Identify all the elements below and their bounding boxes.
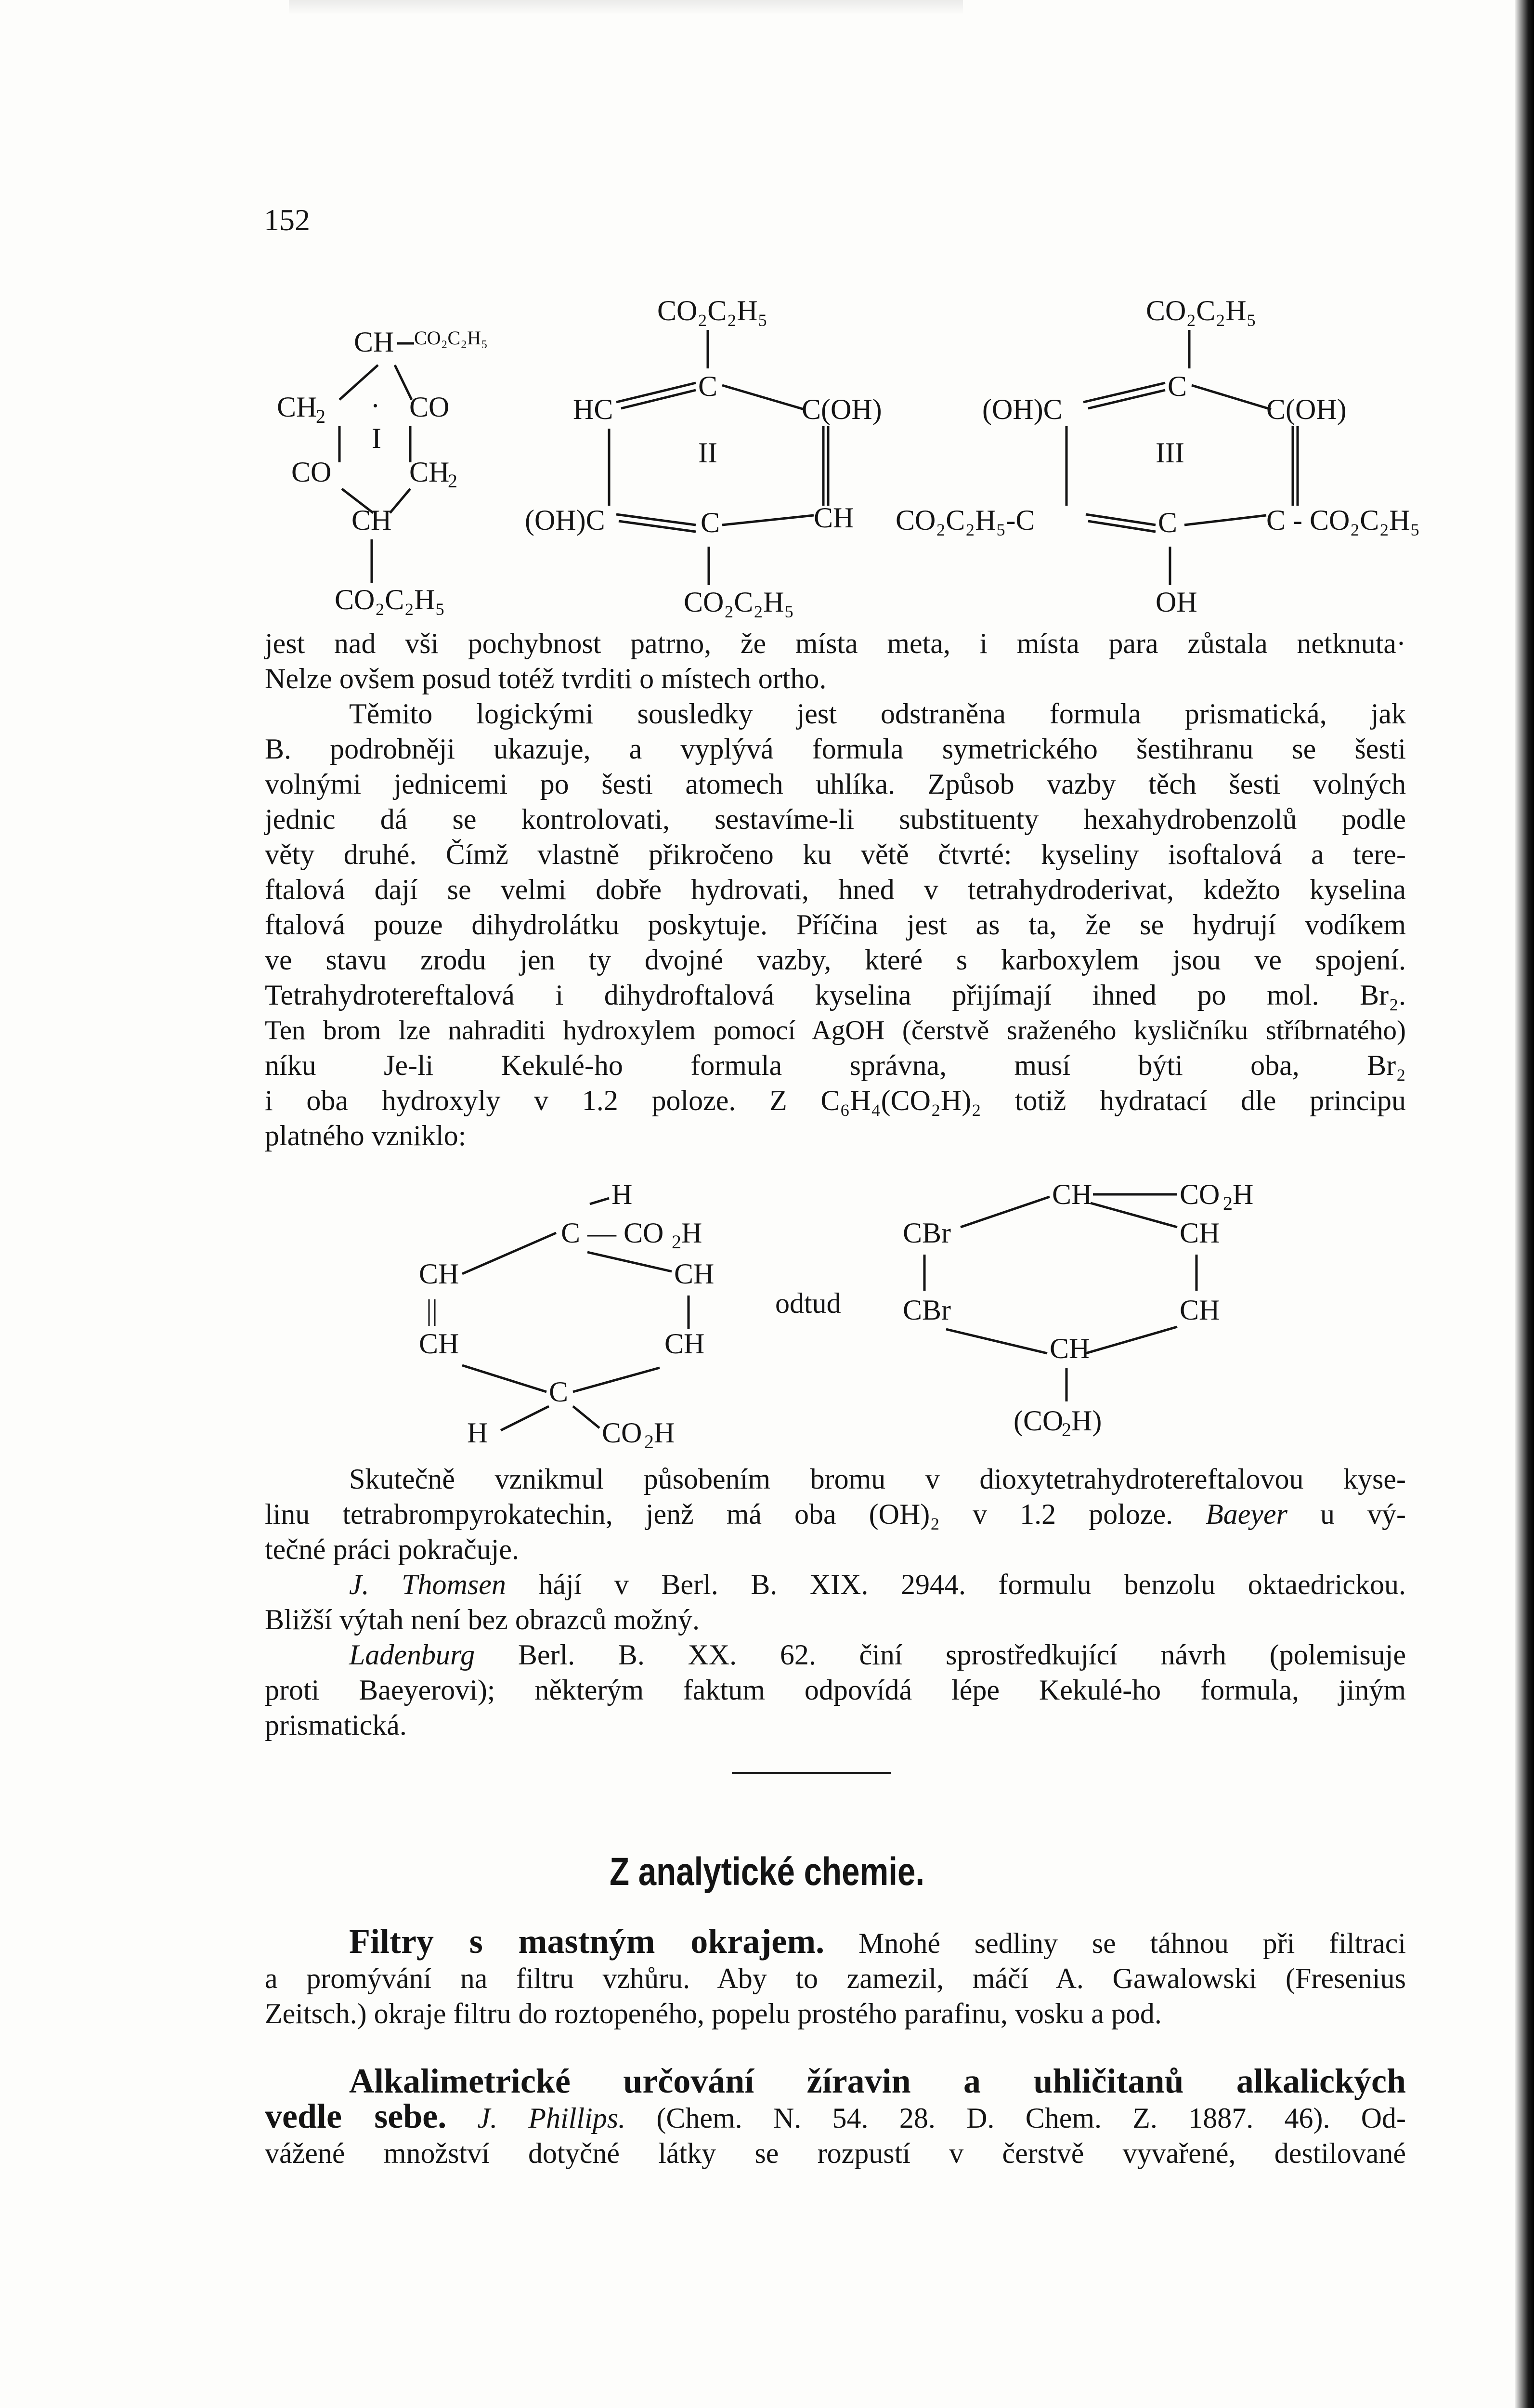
text-line: jest nad vši pochybnost patrno, že místa meta, i místa para zůstala netknuta· xyxy=(265,628,1406,659)
alkali-heading-line-2: vedle sebe. xyxy=(265,2097,447,2135)
scan-shadow-top xyxy=(289,0,963,14)
text-fragment: linu tetrabrompyrokatechin, jenž má oba (OH)₂ v 1.2 poloze. xyxy=(265,1498,1173,1530)
text-line: B. podrobněji ukazuje, a vyplývá formula symetrického šestihranu se šesti xyxy=(265,733,1406,765)
f2-coh: C(OH) xyxy=(802,393,882,425)
text-line: vážené množství dotyčné látky se rozpustí v čerstvě vyvařené, destilované xyxy=(265,2137,1406,2169)
text-line xyxy=(265,1048,1406,1083)
f2-c-bottom: C xyxy=(701,507,720,538)
f3-c-right: C - CO₂C₂H₅ xyxy=(1266,504,1420,536)
f1-sub-2b: 2 xyxy=(448,470,457,492)
formula-mid-right xyxy=(903,1175,1288,1445)
f2-ester-bottom: CO₂C₂H₅ xyxy=(684,586,794,618)
text-line: Bližší výtah není bez obrazců možný. xyxy=(265,1604,700,1636)
section-divider xyxy=(732,1772,891,1774)
mid-r-co2h-top: CO xyxy=(1180,1178,1220,1210)
middle-word-odtud: odtud xyxy=(775,1287,841,1319)
f2-ch: CH xyxy=(814,502,854,534)
text-line: jednic dá se kontrolovati, sestavíme-li substituenty hexahydrobenzolů podle xyxy=(265,803,1406,835)
f1-ch-top: CH xyxy=(354,326,394,358)
mid-r-ch-top: CH xyxy=(1052,1178,1092,1210)
mid-co2h-bottom: CO xyxy=(602,1417,642,1449)
mid-ch2-r1: CH xyxy=(674,1258,715,1290)
f1-ester-bottom: CO₂C₂H₅ xyxy=(335,584,445,615)
mid-r-ch-bottom: CH xyxy=(1050,1333,1090,1364)
mid-h-top: H xyxy=(611,1178,633,1210)
formula-mid-left xyxy=(419,1175,756,1464)
scan-edge-right xyxy=(1515,0,1534,2408)
f1-ch2-b: CH xyxy=(409,456,450,488)
formula-top-2 xyxy=(520,289,915,626)
text-line: proti Baeyerovi); některým faktum odpovídá lépe Kekulé-ho formula, jiným xyxy=(265,1674,1406,1706)
formula-top-3 xyxy=(896,289,1420,626)
text-line: platného vzniklo: xyxy=(265,1120,467,1152)
text-line: Ten brom lze nahraditi hydroxylem pomocí AgOH (čerstvě sraženého kysličníku stříbrnatého) xyxy=(265,1015,1406,1046)
mid-r-ch2-r1: CH xyxy=(1180,1217,1220,1249)
text-fragment: u vý- xyxy=(1320,1498,1406,1530)
mid-r-cbr-1: CBr xyxy=(903,1217,951,1249)
text-line xyxy=(265,2099,1406,2136)
f3-ohc: (OH)C xyxy=(982,393,1063,425)
f3-ester-left: CO₂C₂H₅-C xyxy=(896,504,1035,536)
alkali-heading-line-1: Alkalimetrické určování žíravin a uhličitanů alkalických xyxy=(349,2062,1406,2100)
text-fragment: Mnohé sedliny se táhnou při filtraci xyxy=(858,1927,1406,1959)
paragraph-block-a xyxy=(265,626,1406,1153)
mid-r-cbr-2: CBr xyxy=(903,1294,951,1326)
f1-roman: I xyxy=(372,422,381,454)
text-line xyxy=(265,1924,1406,1961)
mid-r-co2h-top-sub: 2 xyxy=(1223,1192,1233,1214)
text-fragment: (Chem. N. 54. 28. D. Chem. Z. 1887. 46). Od- xyxy=(656,2102,1406,2134)
f2-ester-top: CO₂C₂H₅ xyxy=(657,295,768,327)
mid-r-co2h-bottom-h: H) xyxy=(1071,1405,1102,1437)
mid-co2h-bottom-sub: 2 xyxy=(644,1431,654,1453)
author-name: Ladenburg xyxy=(349,1639,475,1671)
text-line: ftalová pouze dihydrolátku poskytuje. Příčina jest as ta, že se hydrují vodíkem xyxy=(265,909,1406,941)
mid-ch-l2: CH xyxy=(419,1328,459,1360)
mid-dbl: || xyxy=(426,1294,438,1326)
f3-c-bottom: C xyxy=(1158,507,1178,538)
author-name: J. Phillips. xyxy=(477,2102,626,2134)
mid-r-ch2-r2: CH xyxy=(1180,1294,1220,1326)
f2-ohc: (OH)C xyxy=(525,504,605,536)
mid-co2h-sub: 2 xyxy=(672,1231,681,1253)
text-fragment: hájí v Berl. B. XIX. 2944. formulu benzolu oktaedrickou. xyxy=(538,1569,1406,1600)
mid-ch-l1: CH xyxy=(419,1258,459,1290)
text-line: Nelze ovšem posud totéž tvrditi o místech ortho. xyxy=(265,663,827,694)
f1-ch2-a: CH xyxy=(277,391,317,423)
f2-roman: II xyxy=(698,437,717,469)
mid-r-co2h-bottom-sub: 2 xyxy=(1062,1419,1071,1440)
text-line xyxy=(265,1497,1406,1532)
f1-ch-bottom: CH xyxy=(351,504,392,536)
f3-ester-top: CO₂C₂H₅ xyxy=(1146,295,1257,327)
f3-c-top: C xyxy=(1168,370,1187,402)
f3-roman: III xyxy=(1156,437,1184,469)
text-line: prismatická. xyxy=(265,1709,407,1741)
alkali-paragraph xyxy=(265,2064,1406,2171)
text-line xyxy=(265,1637,1406,1673)
author-name: J. Thomsen xyxy=(349,1569,506,1600)
mid-co2h-bottom-h: H xyxy=(654,1417,675,1449)
text-line: Zeitsch.) okraje filtru do roztopeného, popelu prostého parafinu, vosku a pod. xyxy=(265,1998,1162,2029)
f2-hc: HC xyxy=(573,393,613,425)
filters-paragraph xyxy=(265,1924,1406,2031)
text-line: ftalová dají se velmi dobře hydrovati, hned v tetrahydroderivat, kdežto kyselina xyxy=(265,874,1406,905)
text-line xyxy=(265,1567,1406,1602)
f2-c-top: C xyxy=(698,370,718,402)
mid-ch2-r2: CH xyxy=(664,1328,705,1360)
text-line: Tetrahydrotereftalová i dihydroftalová kyselina přijímají ihned po mol. Br₂. xyxy=(265,979,1406,1011)
f1-co-a: CO xyxy=(409,391,450,423)
filters-heading: Filtry s mastným okrajem. xyxy=(349,1922,825,1961)
paragraph-block-b xyxy=(265,1462,1406,1743)
text-line: i oba hydroxyly v 1.2 poloze. Z C₆H₄(CO₂H)₂ totiž hydratací dle principu xyxy=(265,1085,1406,1116)
text-line: ve stavu zrodu jen ty dvojné vazby, které s karboxylem jsou ve spojení. xyxy=(265,944,1406,976)
text-line: Těmito logickými sousledky jest odstraněna formula prismatická, jak xyxy=(349,698,1406,730)
text-fragment: Berl. B. XX. 62. činí sprostředkující návrh (polemisuje xyxy=(518,1639,1406,1671)
mid-c-co2h: C — CO xyxy=(561,1217,664,1249)
section-title: Z analytické chemie. xyxy=(609,1850,925,1894)
text-fragment: Je-li Kekulé-ho formula správna, musí býti oba, Br₂ xyxy=(384,1049,1406,1081)
f3-coh: C(OH) xyxy=(1266,393,1347,425)
author-name: Baeyer xyxy=(1206,1498,1288,1530)
page-number: 152 xyxy=(264,203,310,237)
mid-c-bottom: C xyxy=(549,1376,569,1408)
formula-top-1 xyxy=(270,308,539,636)
text-line: věty druhé. Čímž vlastně přikročeno ku větě čtvrté: kyseliny isoftalová a tere- xyxy=(265,838,1406,870)
text-fragment: níku xyxy=(265,1049,316,1081)
text-line: Skutečně vznikmul působením bromu v dioxytetrahydrotereftalovou kyse- xyxy=(349,1463,1406,1495)
f3-oh: OH xyxy=(1156,586,1197,618)
f1-dot: . xyxy=(372,381,379,413)
f1-sub-2a: 2 xyxy=(316,406,325,427)
text-line: a promývání na filtru vzhůru. Aby to zamezil, máčí A. Gawalowski (Fresenius xyxy=(265,1963,1406,1994)
text-line: volnými jednicemi po šesti atomech uhlíka. Způsob vazby těch šesti volných xyxy=(265,768,1406,800)
f1-sub-top: CO₂C₂H₅ xyxy=(414,327,488,349)
f1-co-b: CO xyxy=(291,456,332,488)
mid-r-co2h-bottom: (CO xyxy=(1014,1405,1064,1437)
mid-co2h-h: H xyxy=(681,1217,702,1249)
text-line: tečné práci pokračuje. xyxy=(265,1533,520,1565)
mid-r-co2h-top-h: H xyxy=(1233,1178,1254,1210)
mid-h-bottom: H xyxy=(467,1417,488,1449)
